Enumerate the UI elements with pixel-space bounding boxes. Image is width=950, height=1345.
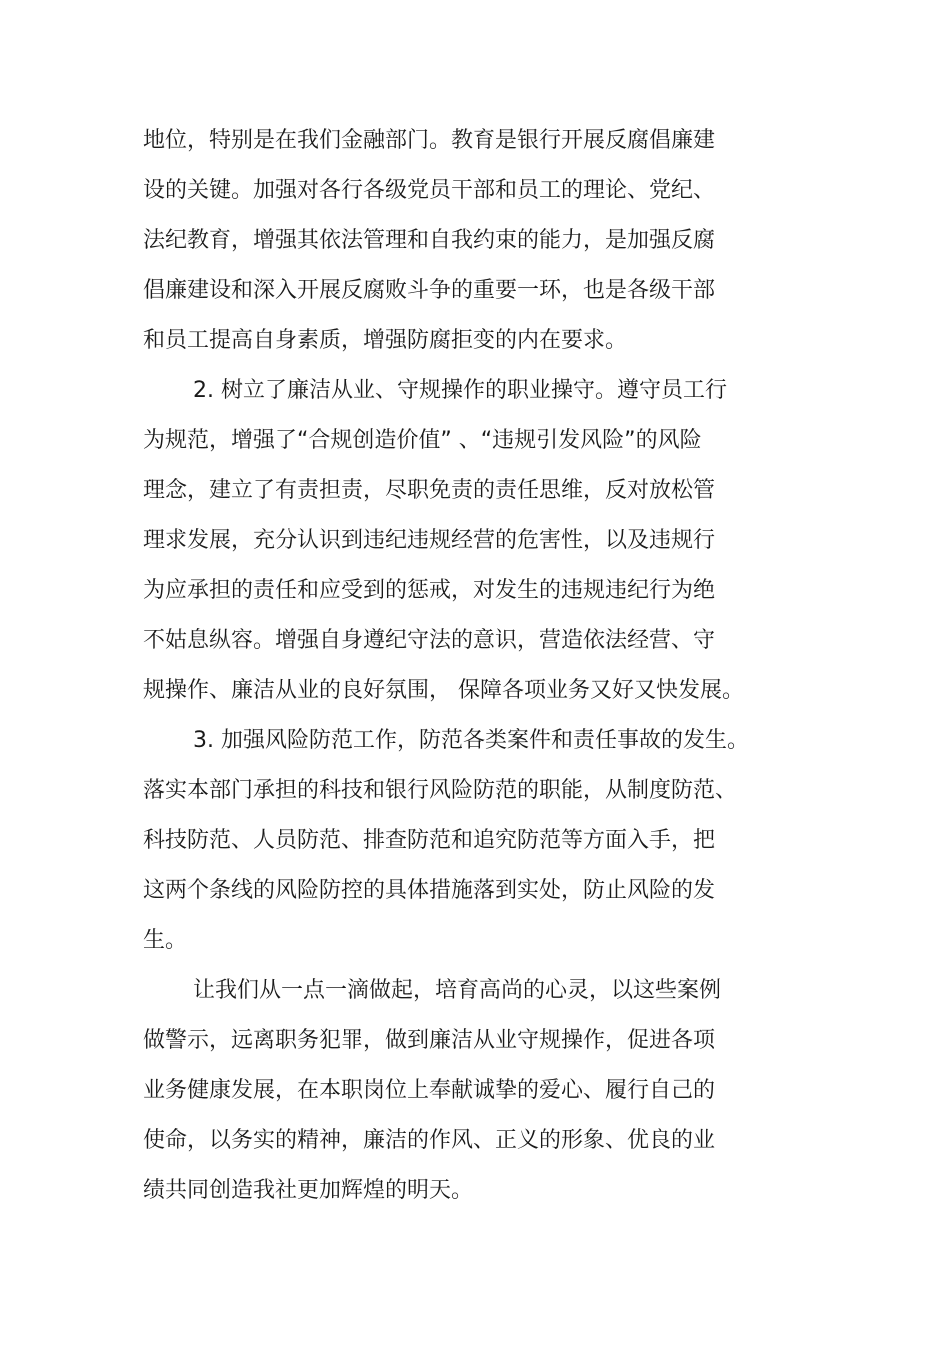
text-line: 地位，特别是在我们金融部门。教育是银行开展反腐倡廉建 (143, 128, 716, 153)
text-line: 规操作、廉洁从业的良好氛围， 保障各项业务又好又快发展。 (143, 678, 744, 703)
text-line: 业务健康发展，在本职岗位上奉献诚挚的爱心、履行自己的 (143, 1078, 716, 1103)
text-line: 不姑息纵容。增强自身遵纪守法的意识，营造依法经营、守 (143, 628, 716, 653)
text-line: 倡廉建设和深入开展反腐败斗争的重要一环，也是各级干部 (143, 278, 716, 303)
text-line: 绩共同创造我社更加辉煌的明天。 (143, 1178, 474, 1203)
text-line: 使命，以务实的精神，廉洁的作风、正义的形象、优良的业 (143, 1128, 716, 1153)
text-line: 这两个条线的风险防控的具体措施落到实处，防止风险的发 (143, 878, 716, 903)
text-line: 法纪教育，增强其依法管理和自我约束的能力，是加强反腐 (143, 228, 716, 253)
closing-paragraph-start: 让我们从一点一滴做起，培育高尚的心灵，以这些案例 (193, 978, 722, 1003)
text-line: 理念，建立了有责担责，尽职免责的责任思维，反对放松管 (143, 478, 716, 503)
text-line: 设的关键。加强对各行各级党员干部和员工的理论、党纪、 (143, 178, 716, 203)
text-line: 做警示，远离职务犯罪，做到廉洁从业守规操作，促进各项 (143, 1028, 716, 1053)
section-heading-2: 2. 树立了廉洁从业、守规操作的职业操守。遵守员工行 (193, 378, 727, 403)
text-line: 和员工提高自身素质，增强防腐拒变的内在要求。 (143, 328, 628, 353)
text-line: 理求发展，充分认识到违纪违规经营的危害性，以及违规行 (143, 528, 716, 553)
text-line: 生。 (143, 928, 188, 953)
text-line: 为应承担的责任和应受到的惩戒，对发生的违规违纪行为绝 (143, 578, 716, 603)
text-line: 科技防范、人员防范、排查防范和追究防范等方面入手，把 (143, 828, 716, 853)
section-heading-3: 3. 加强风险防范工作，防范各类案件和责任事故的发生。 (193, 728, 749, 753)
text-line: 落实本部门承担的科技和银行风险防范的职能，从制度防范、 (143, 778, 738, 803)
text-line: 为规范，增强了“合规创造价值” 、“违规引发风险”的风险 (143, 428, 702, 453)
